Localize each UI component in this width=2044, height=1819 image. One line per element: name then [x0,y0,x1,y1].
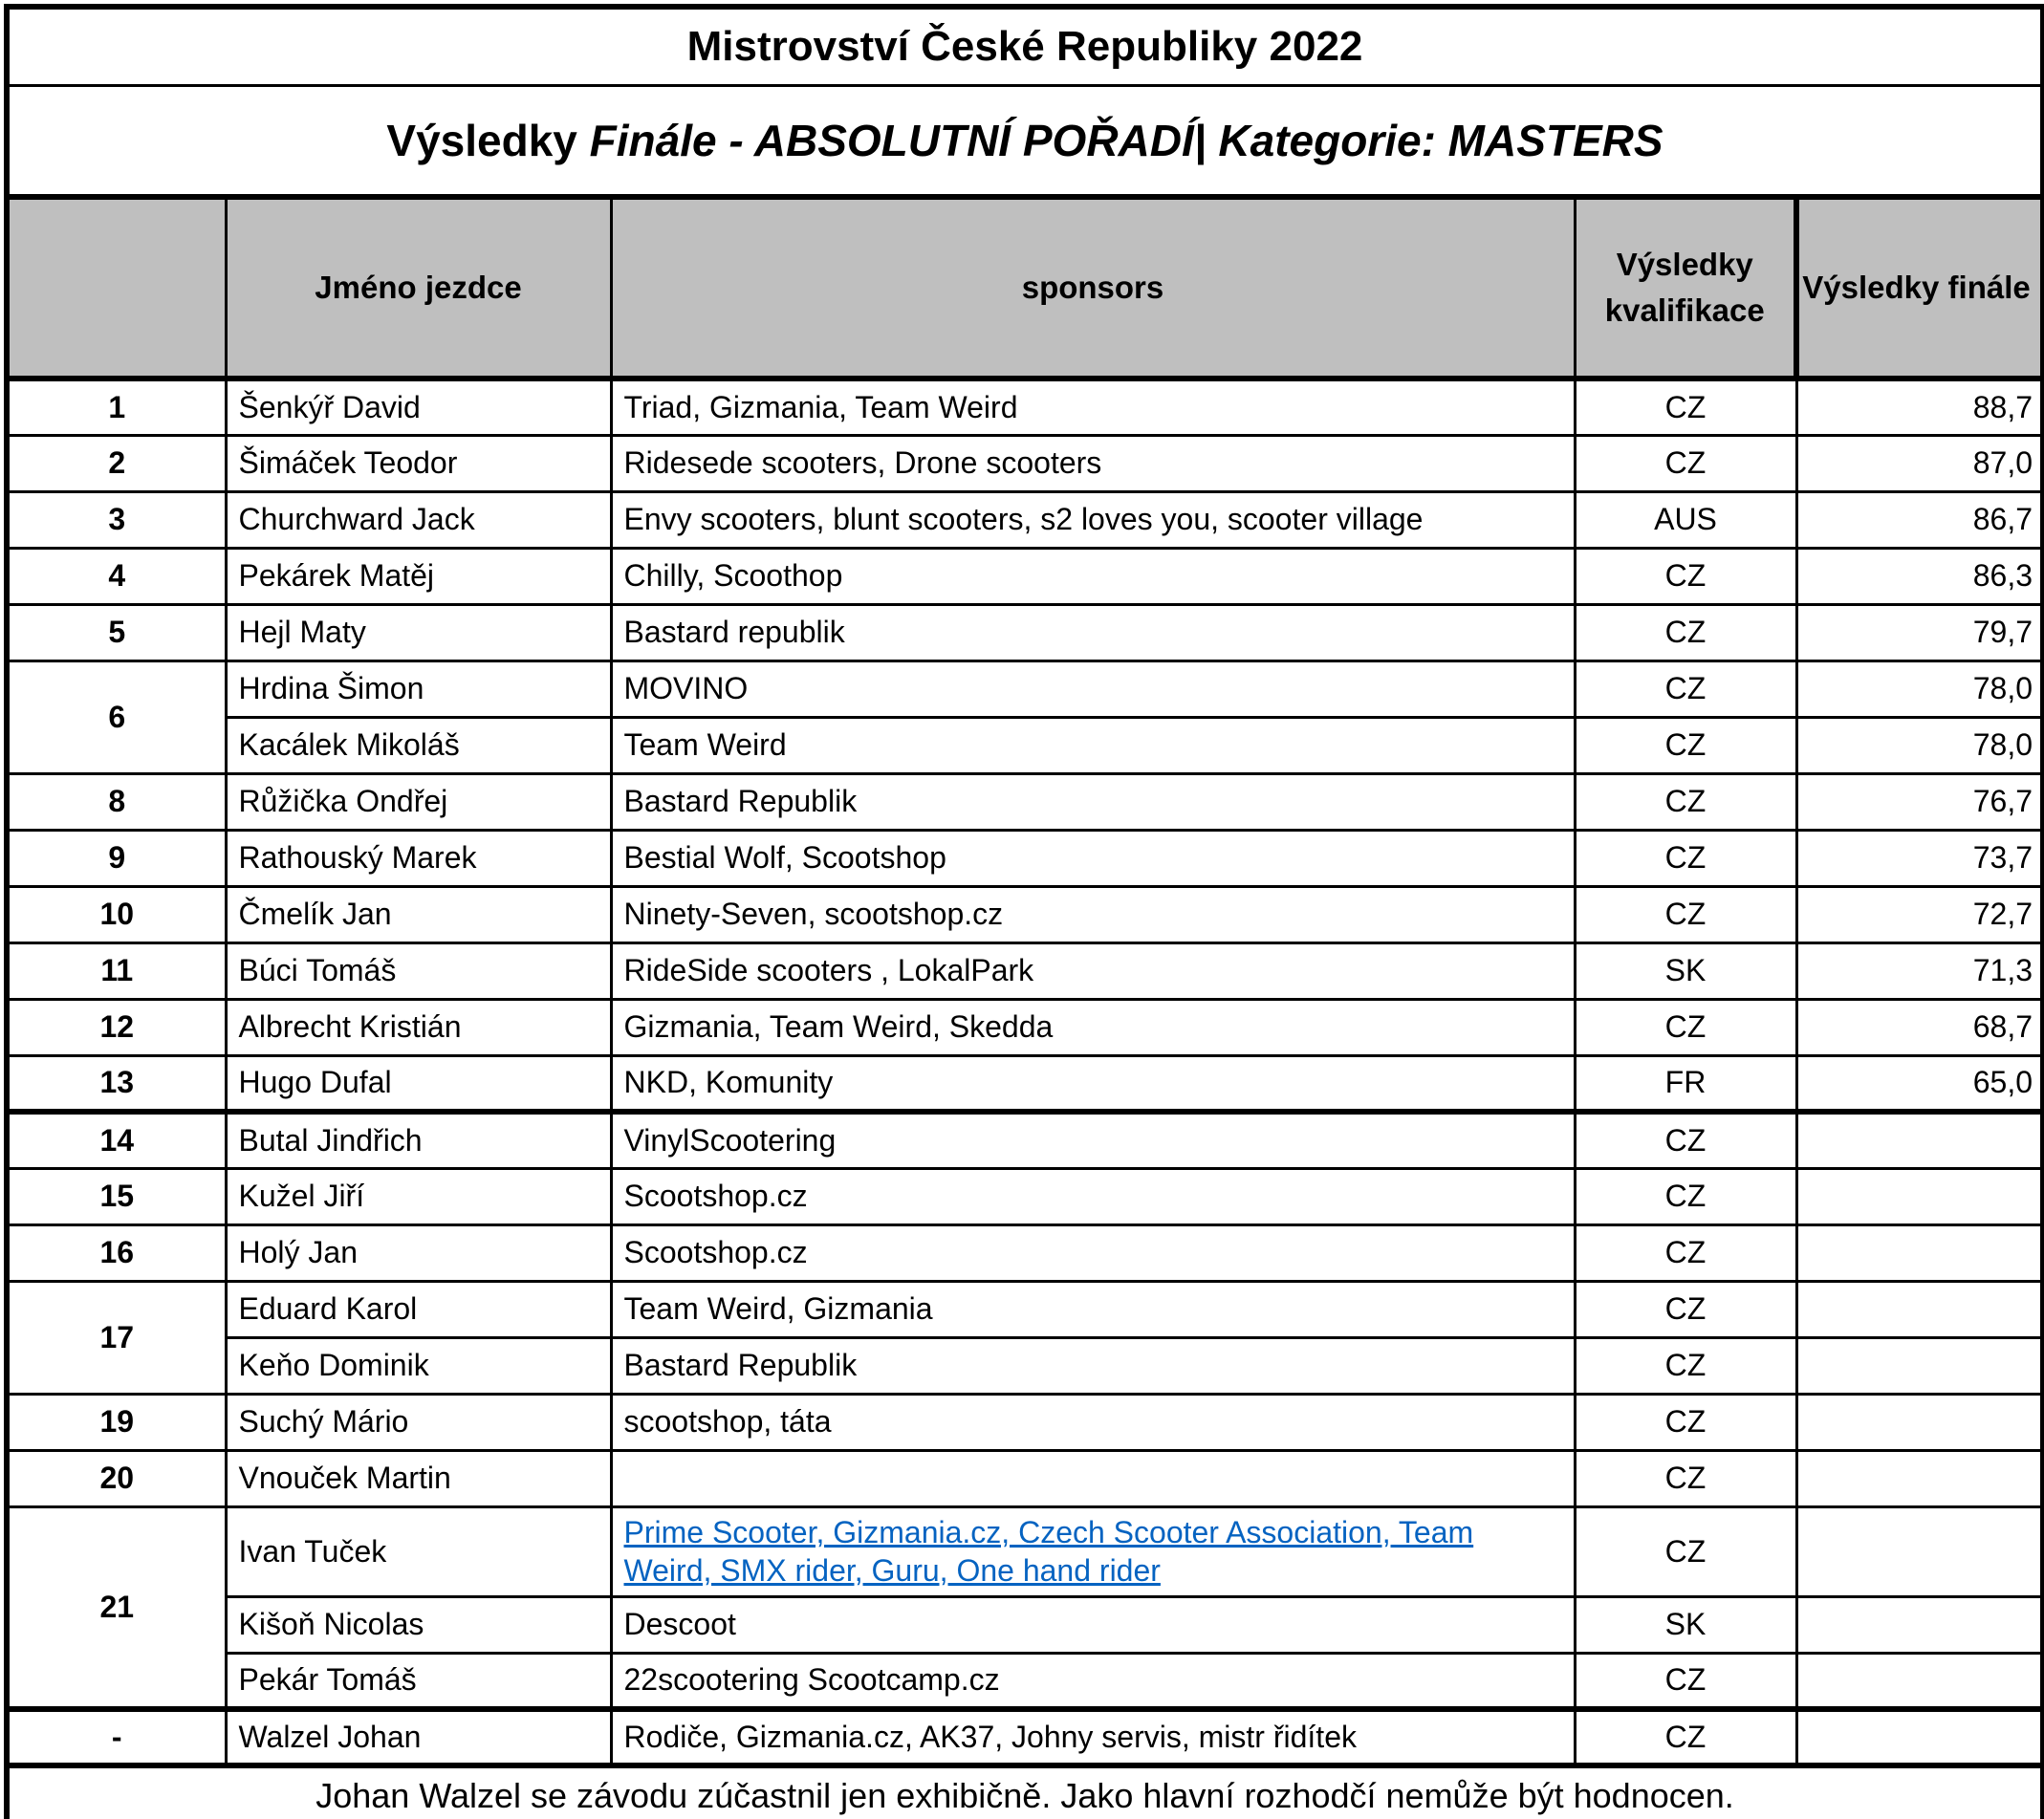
sponsors-cell: VinylScootering [611,1112,1575,1168]
qualification-cell: CZ [1575,379,1796,435]
qualification-cell: CZ [1575,1450,1796,1506]
table-row [7,1506,2043,1596]
rank-cell: 10 [7,886,226,942]
final-score-cell [1796,1450,2043,1506]
sponsors-cell: RideSide scooters , LokalPark [611,942,1575,999]
final-score-cell [1796,1224,2043,1281]
final-score-cell: 86,3 [1796,548,2043,604]
column-header-sponsors: sponsors [611,197,1575,379]
table-footer-section [7,1765,2043,1819]
rank-cell: 8 [7,773,226,830]
qualification-cell: CZ [1575,1709,1796,1765]
rider-name-cell: Eduard Karol [226,1281,611,1337]
sponsors-cell: scootshop, táta [611,1394,1575,1450]
sponsors-cell: Bastard republik [611,604,1575,660]
rider-name-cell: Pekárek Matěj [226,548,611,604]
page-subtitle [7,86,2043,198]
qualification-cell: CZ [1575,717,1796,773]
qualification-cell: CZ [1575,1281,1796,1337]
column-header-final: Výsledky finále [1796,197,2043,379]
final-score-cell: 88,7 [1796,379,2043,435]
rider-name-cell: Ivan Tuček [226,1506,611,1596]
table-row [7,660,2043,717]
final-score-cell: 87,0 [1796,435,2043,491]
rider-name-cell: Kišoň Nicolas [226,1596,611,1653]
table-row [7,886,2043,942]
table-row [7,830,2043,886]
table-row [7,717,2043,773]
sponsors-cell [611,1450,1575,1506]
rider-name-cell: Churchward Jack [226,491,611,548]
table-head-section [7,7,2043,379]
rank-cell: 12 [7,999,226,1055]
subtitle-prefix: Výsledky [386,116,590,165]
rank-cell: 4 [7,548,226,604]
table-row [7,1709,2043,1765]
final-score-cell [1796,1653,2043,1709]
final-score-cell: 79,7 [1796,604,2043,660]
sponsors-cell: Rodiče, Gizmania.cz, AK37, Johny servis, mistr řidítek [611,1709,1575,1765]
final-score-cell: 72,7 [1796,886,2043,942]
rider-name-cell: Suchý Mário [226,1394,611,1450]
table-row [7,548,2043,604]
sponsors-cell: Chilly, Scoothop [611,548,1575,604]
final-score-cell: 78,0 [1796,660,2043,717]
rank-cell: 17 [7,1281,226,1394]
sponsors-cell [611,1506,1575,1596]
qualification-cell: CZ [1575,999,1796,1055]
qualification-cell: CZ [1575,604,1796,660]
rider-name-cell: Šenkýř David [226,379,611,435]
rider-name-cell: Albrecht Kristián [226,999,611,1055]
subtitle-italic-part: Finále - ABSOLUTNÍ POŘADÍ| Kategorie: MASTERS [589,116,1663,165]
qualification-cell: CZ [1575,1224,1796,1281]
column-header-name: Jméno jezdce [226,197,611,379]
final-score-cell: 76,7 [1796,773,2043,830]
sponsors-cell: 22scootering Scootcamp.cz [611,1653,1575,1709]
sponsors-cell: Ninety-Seven, scootshop.cz [611,886,1575,942]
table-row [7,1224,2043,1281]
rider-name-cell: Holý Jan [226,1224,611,1281]
table-row [7,604,2043,660]
table-row [7,379,2043,435]
rider-name-cell: Rathouský Marek [226,830,611,886]
table-row [7,435,2043,491]
rank-cell: 16 [7,1224,226,1281]
rank-cell: 15 [7,1168,226,1224]
sponsors-cell: Envy scooters, blunt scooters, s2 loves you, scooter village [611,491,1575,548]
sponsors-cell: Gizmania, Team Weird, Skedda [611,999,1575,1055]
table-row [7,1337,2043,1394]
qualification-cell: CZ [1575,1168,1796,1224]
sponsor-link[interactable]: Prime Scooter, Gizmania.cz, Czech Scooter Association, Team Weird, SMX rider, Guru, One hand rider [623,1515,1474,1588]
final-score-cell: 65,0 [1796,1055,2043,1112]
qualification-cell: CZ [1575,830,1796,886]
final-score-cell [1796,1337,2043,1394]
page-title: Mistrovství České Republiky 2022 [7,7,2043,86]
column-header-row [7,197,2043,379]
rank-cell: 2 [7,435,226,491]
sponsors-cell: Team Weird, Gizmania [611,1281,1575,1337]
final-score-cell: 86,7 [1796,491,2043,548]
rider-name-cell: Hrdina Šimon [226,660,611,717]
qualification-cell: SK [1575,942,1796,999]
qualification-cell: CZ [1575,660,1796,717]
rank-cell: 3 [7,491,226,548]
table-row [7,1653,2043,1709]
final-score-cell [1796,1112,2043,1168]
final-score-cell [1796,1281,2043,1337]
final-score-cell [1796,1168,2043,1224]
final-score-cell [1796,1709,2043,1765]
rider-name-cell: Vnouček Martin [226,1450,611,1506]
sponsors-cell: NKD, Komunity [611,1055,1575,1112]
sponsors-cell: Bastard Republik [611,1337,1575,1394]
sponsors-cell: Ridesede scooters, Drone scooters [611,435,1575,491]
rank-cell: 19 [7,1394,226,1450]
qualification-cell: CZ [1575,1394,1796,1450]
rider-name-cell: Hejl Maty [226,604,611,660]
sponsors-cell: Scootshop.cz [611,1224,1575,1281]
table-row [7,999,2043,1055]
table-row [7,1055,2043,1112]
table-row [7,1596,2043,1653]
final-score-cell [1796,1506,2043,1596]
table-row [7,1112,2043,1168]
results-table [4,4,2044,1819]
table-row [7,1394,2043,1450]
rider-name-cell: Hugo Dufal [226,1055,611,1112]
qualification-cell: FR [1575,1055,1796,1112]
column-header-rank [7,197,226,379]
table-row [7,1168,2043,1224]
final-score-cell [1796,1596,2043,1653]
table-row [7,1281,2043,1337]
rank-cell: 1 [7,379,226,435]
qualification-cell: SK [1575,1596,1796,1653]
qualification-cell: CZ [1575,773,1796,830]
rider-name-cell: Butal Jindřich [226,1112,611,1168]
rank-cell: 13 [7,1055,226,1112]
rider-name-cell: Šimáček Teodor [226,435,611,491]
qualification-cell: CZ [1575,1506,1796,1596]
rank-cell: 14 [7,1112,226,1168]
rider-name-cell: Růžička Ondřej [226,773,611,830]
sponsors-cell: Scootshop.cz [611,1168,1575,1224]
rank-cell: 20 [7,1450,226,1506]
qualification-cell: CZ [1575,1337,1796,1394]
final-score-cell: 68,7 [1796,999,2043,1055]
rider-name-cell: Čmelík Jan [226,886,611,942]
qualification-cell: CZ [1575,435,1796,491]
rider-name-cell: Kacálek Mikoláš [226,717,611,773]
rank-cell: - [7,1709,226,1765]
final-score-cell: 71,3 [1796,942,2043,999]
subtitle-row [7,86,2043,198]
rider-name-cell: Kužel Jiří [226,1168,611,1224]
qualification-cell: CZ [1575,1112,1796,1168]
rank-cell: 11 [7,942,226,999]
footer-row [7,1765,2043,1819]
table-row [7,773,2043,830]
final-score-cell: 78,0 [1796,717,2043,773]
qualification-cell: CZ [1575,886,1796,942]
rider-name-cell: Búci Tomáš [226,942,611,999]
rank-cell: 9 [7,830,226,886]
column-header-qualification: Výsledky kvalifikace [1575,197,1796,379]
rider-name-cell: Pekár Tomáš [226,1653,611,1709]
rider-name-cell: Walzel Johan [226,1709,611,1765]
title-row [7,7,2043,86]
qualification-cell: CZ [1575,548,1796,604]
rider-name-cell: Keňo Dominik [226,1337,611,1394]
sponsors-cell: Bestial Wolf, Scootshop [611,830,1575,886]
qualification-cell: AUS [1575,491,1796,548]
sponsors-cell: Triad, Gizmania, Team Weird [611,379,1575,435]
qualification-cell: CZ [1575,1653,1796,1709]
sponsors-cell: Descoot [611,1596,1575,1653]
sponsors-cell: Bastard Republik [611,773,1575,830]
final-score-cell: 73,7 [1796,830,2043,886]
table-row [7,942,2043,999]
rank-cell: 6 [7,660,226,773]
sponsors-cell: Team Weird [611,717,1575,773]
table-body [7,379,2043,1765]
rank-cell: 21 [7,1506,226,1709]
rank-cell: 5 [7,604,226,660]
sponsors-cell: MOVINO [611,660,1575,717]
table-row [7,1450,2043,1506]
footer-note: Johan Walzel se závodu zúčastnil jen exhibičně. Jako hlavní rozhodčí nemůže být hodnocen. [7,1765,2043,1819]
final-score-cell [1796,1394,2043,1450]
table-row [7,491,2043,548]
